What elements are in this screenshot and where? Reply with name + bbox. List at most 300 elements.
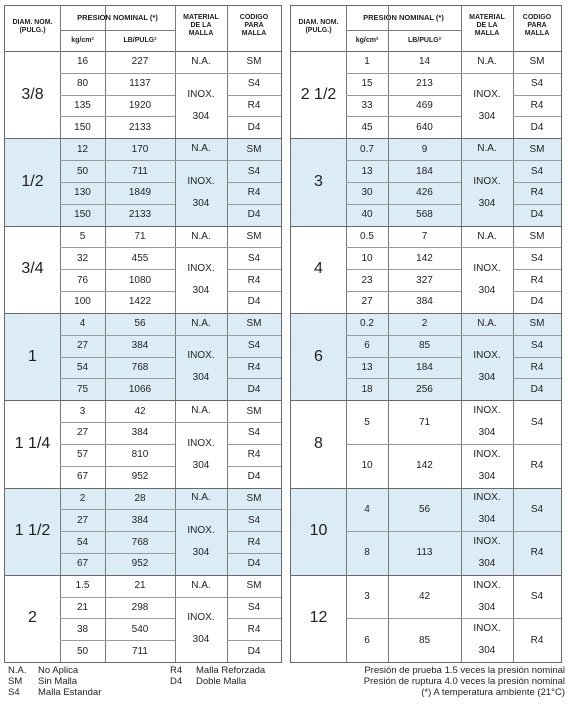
material-grade: 304 <box>478 514 496 526</box>
diam-label: 2 1/2 <box>300 85 337 103</box>
material-inox <box>175 247 227 312</box>
legend-item-r4: R4 Malla Reforzada <box>170 665 266 676</box>
header-diam: DIAM. NOM. (PULG.) <box>298 19 339 34</box>
material-inox-label: INOX. <box>187 263 215 275</box>
header-divider <box>60 30 175 31</box>
lb-value: 56 <box>134 318 146 330</box>
material-grade: 304 <box>478 285 496 297</box>
lb-value: 768 <box>131 361 149 373</box>
group-divider <box>291 400 561 401</box>
material-grade: 304 <box>478 110 496 122</box>
material-inox-label: INOX. <box>473 623 501 635</box>
row-divider <box>227 422 281 423</box>
material-inox-label: INOX. <box>187 350 215 362</box>
diam-label: 1 1/2 <box>14 522 51 540</box>
row-divider <box>227 444 281 445</box>
row-divider <box>60 640 175 641</box>
legend-item-s4: S4 Malla Estandar <box>8 687 102 698</box>
header-material: MATERIAL DE LA MALLA <box>183 14 219 37</box>
header-lb: LB/PULG² <box>123 37 157 44</box>
kg-value: 40 <box>361 209 373 221</box>
lb-value: 469 <box>416 100 433 112</box>
material-grade: 304 <box>192 197 210 209</box>
row-divider <box>60 509 175 510</box>
codigo-value: D4 <box>247 645 261 657</box>
material-inox <box>461 73 513 138</box>
row-divider <box>513 531 561 532</box>
codigo-value: SM <box>246 231 262 242</box>
kg-value: 18 <box>361 383 373 395</box>
material-grade: 304 <box>478 557 496 569</box>
codigo-value: S4 <box>530 78 544 90</box>
material-inox-label: INOX. <box>473 88 501 100</box>
material-inox <box>175 73 227 138</box>
row-divider <box>227 618 281 619</box>
material-na: N.A. <box>477 143 497 155</box>
material-na: N.A. <box>477 55 497 67</box>
row-divider <box>346 357 461 358</box>
codigo-value: SM <box>246 318 262 330</box>
codigo-value: SM <box>529 231 545 242</box>
group-divider <box>291 488 561 489</box>
lb-value: 768 <box>131 536 149 548</box>
material-grade: 304 <box>192 372 210 384</box>
legend-item-d4: D4 Doble Malla <box>170 676 247 687</box>
row-divider <box>346 269 461 270</box>
kg-value: 5 <box>79 231 86 242</box>
codigo-value: R4 <box>530 100 544 112</box>
codigo-value: R4 <box>247 536 261 548</box>
material-na: N.A. <box>477 317 497 329</box>
kg-value: 38 <box>76 623 89 635</box>
row-divider <box>346 335 461 336</box>
kg-value: 3 <box>79 405 86 417</box>
group-divider <box>291 313 561 314</box>
legend-left <box>8 665 158 698</box>
row-divider <box>513 291 561 292</box>
row-divider <box>227 73 281 74</box>
material-inox <box>175 422 227 487</box>
row-divider <box>513 335 561 336</box>
codigo-value: R4 <box>530 547 544 559</box>
material-inox <box>175 597 227 662</box>
material-inox <box>461 335 513 400</box>
codigo-value: SM <box>529 318 545 330</box>
group-divider <box>291 138 561 139</box>
right-table <box>290 5 562 663</box>
kg-value: 6 <box>364 340 370 352</box>
material-inox <box>461 400 513 444</box>
kg-value: 80 <box>76 78 89 90</box>
diam-label: 2 <box>28 609 37 627</box>
material-grade: 304 <box>478 427 496 439</box>
row-divider <box>227 95 281 96</box>
row-divider <box>346 73 461 74</box>
diam-label: 1 <box>28 347 37 365</box>
material-na: N.A. <box>191 55 211 67</box>
header-presion: PRESION NOMINAL (*) <box>77 13 158 22</box>
row-divider <box>60 466 175 467</box>
material-grade: 304 <box>478 601 496 613</box>
material-inox-label: INOX. <box>187 612 215 624</box>
row-divider <box>60 95 175 96</box>
row-divider <box>346 378 461 379</box>
row-divider <box>227 357 281 358</box>
lb-value: 1849 <box>128 187 152 199</box>
lb-value: 85 <box>418 340 431 352</box>
material-grade: 304 <box>478 372 496 384</box>
legend-item-sm: SM Sin Malla <box>8 676 78 687</box>
row-divider <box>60 182 175 183</box>
lb-value: 2133 <box>128 121 152 133</box>
lb-value: 952 <box>131 558 149 570</box>
lb-value: 810 <box>131 449 149 461</box>
lb-value: 213 <box>416 78 433 90</box>
row-divider <box>346 95 461 96</box>
row-divider <box>60 73 175 74</box>
material-grade: 304 <box>478 197 496 209</box>
legend-item-na: N.A. No Aplica <box>8 665 79 676</box>
row-divider <box>60 116 175 117</box>
kg-value: 50 <box>76 165 89 177</box>
lb-value: 2 <box>421 318 428 330</box>
lb-value: 952 <box>131 471 149 483</box>
kg-value: 100 <box>74 296 91 308</box>
row-divider <box>227 182 281 183</box>
header-material: MATERIAL DE LA MALLA <box>469 14 505 37</box>
kg-value: 54 <box>76 361 89 373</box>
codigo-value: S4 <box>247 165 261 177</box>
row-divider <box>60 531 175 532</box>
row-divider <box>227 597 281 598</box>
material-na: N.A. <box>191 405 211 417</box>
kg-value: 0.5 <box>360 231 374 242</box>
row-divider <box>513 444 561 445</box>
header-kg: kg/cm² <box>355 37 379 44</box>
material-inox <box>461 444 513 488</box>
group-divider <box>5 488 281 489</box>
kg-value: 27 <box>76 340 89 352</box>
lb-value: 455 <box>131 252 149 264</box>
material-na: N.A. <box>191 230 211 242</box>
material-grade: 304 <box>192 285 210 297</box>
codigo-value: SM <box>529 56 545 68</box>
group-divider <box>5 575 281 576</box>
lb-value: 384 <box>131 514 149 526</box>
material-inox-label: INOX. <box>473 175 501 187</box>
material-na: N.A. <box>191 143 211 155</box>
codigo-value: SM <box>529 143 545 155</box>
kg-value: 1.5 <box>75 580 90 592</box>
codigo-value: R4 <box>247 449 261 461</box>
row-divider <box>60 422 175 423</box>
kg-value: 16 <box>76 56 89 68</box>
codigo-value: D4 <box>530 296 544 308</box>
codigo-value: SM <box>246 56 262 68</box>
notes <box>300 665 565 698</box>
diam-label: 3/8 <box>21 85 44 103</box>
codigo-value: D4 <box>247 296 261 308</box>
row-divider <box>513 160 561 161</box>
material-inox-label: INOX. <box>473 350 501 362</box>
row-divider <box>227 247 281 248</box>
lb-value: 113 <box>416 547 433 559</box>
row-divider <box>513 204 561 205</box>
kg-value: 0.2 <box>360 318 374 330</box>
material-inox-label: INOX. <box>473 535 501 547</box>
kg-value: 33 <box>361 100 373 112</box>
kg-value: 27 <box>76 514 89 526</box>
kg-value: 130 <box>74 187 91 199</box>
lb-value: 2133 <box>128 209 152 221</box>
material-inox-label: INOX. <box>187 88 215 100</box>
codigo-value: S4 <box>530 252 544 264</box>
row-divider <box>60 378 175 379</box>
material-na: N.A. <box>191 317 211 329</box>
kg-value: 30 <box>361 187 373 199</box>
lb-value: 42 <box>418 591 431 603</box>
note-ruptura: Presión de ruptura 4.0 veces la presión nominal <box>363 676 565 687</box>
lb-value: 640 <box>416 121 433 133</box>
row-divider <box>346 116 461 117</box>
row-divider <box>60 204 175 205</box>
row-divider <box>227 204 281 205</box>
kg-value: 21 <box>76 602 89 614</box>
row-divider <box>60 247 175 248</box>
left-table <box>4 5 282 663</box>
lb-value: 540 <box>131 623 149 635</box>
row-divider <box>60 357 175 358</box>
lb-value: 256 <box>416 383 433 395</box>
codigo-value: S4 <box>247 427 261 439</box>
codigo-value: S4 <box>247 340 261 352</box>
row-divider <box>346 182 461 183</box>
kg-value: 54 <box>76 536 89 548</box>
lb-value: 327 <box>416 274 433 286</box>
codigo-value: S4 <box>530 503 544 515</box>
material-grade: 304 <box>192 110 210 122</box>
row-divider <box>513 116 561 117</box>
material-inox <box>461 618 513 662</box>
codigo-value: R4 <box>530 274 544 286</box>
row-divider <box>346 204 461 205</box>
codigo-value: D4 <box>247 471 261 483</box>
lb-value: 384 <box>131 427 149 439</box>
codigo-value: R4 <box>530 187 544 199</box>
row-divider <box>513 618 561 619</box>
codigo-value: R4 <box>530 361 544 373</box>
row-divider <box>346 531 461 532</box>
kg-value: 2 <box>79 492 86 504</box>
row-divider <box>227 378 281 379</box>
lb-value: 1920 <box>128 100 152 112</box>
row-divider <box>513 378 561 379</box>
material-na: N.A. <box>191 492 211 504</box>
lb-value: 227 <box>131 56 149 68</box>
codigo-value: D4 <box>247 209 261 221</box>
material-inox <box>461 575 513 619</box>
lb-value: 384 <box>131 340 149 352</box>
lb-value: 42 <box>134 405 146 417</box>
row-divider <box>346 247 461 248</box>
lb-value: 9 <box>421 143 428 155</box>
diam-label: 6 <box>314 347 323 365</box>
group-divider <box>5 400 281 401</box>
kg-value: 10 <box>361 252 373 264</box>
material-inox-label: INOX. <box>473 579 501 591</box>
table-header <box>5 6 281 52</box>
diam-label: 12 <box>309 609 328 627</box>
codigo-value: S4 <box>247 252 261 264</box>
row-divider <box>227 553 281 554</box>
row-divider <box>346 444 461 445</box>
diam-label: 3/4 <box>21 260 44 278</box>
material-grade: 304 <box>192 547 210 559</box>
kg-value: 23 <box>361 274 373 286</box>
row-divider <box>227 466 281 467</box>
row-divider <box>513 357 561 358</box>
kg-value: 15 <box>361 78 373 90</box>
kg-value: 76 <box>76 274 89 286</box>
kg-value: 13 <box>361 361 373 373</box>
lb-value: 170 <box>131 143 149 155</box>
lb-value: 384 <box>416 296 433 308</box>
material-inox-label: INOX. <box>473 492 501 504</box>
kg-value: 67 <box>76 471 89 483</box>
diam-label: 1/2 <box>21 172 44 190</box>
kg-value: 150 <box>74 209 91 221</box>
material-inox <box>175 335 227 400</box>
lb-value: 711 <box>132 165 148 177</box>
material-inox-label: INOX. <box>473 263 501 275</box>
lb-value: 184 <box>416 361 433 373</box>
lb-value: 7 <box>421 231 428 242</box>
material-inox-label: INOX. <box>187 437 215 449</box>
row-divider <box>60 335 175 336</box>
codigo-value: R4 <box>247 361 261 373</box>
row-divider <box>513 182 561 183</box>
codigo-value: S4 <box>530 416 544 428</box>
kg-value: 6 <box>364 634 370 646</box>
kg-value: 45 <box>361 121 373 133</box>
lb-value: 56 <box>418 503 431 515</box>
row-divider <box>227 116 281 117</box>
codigo-value: D4 <box>247 121 261 133</box>
row-divider <box>60 618 175 619</box>
codigo-value: D4 <box>530 383 544 395</box>
lb-value: 28 <box>134 492 146 504</box>
kg-value: 13 <box>361 165 373 177</box>
kg-value: 0.7 <box>360 143 374 155</box>
kg-value: 12 <box>76 143 89 155</box>
row-divider <box>346 291 461 292</box>
lb-value: 142 <box>416 460 433 472</box>
note-temperatura: (*) A temperatura ambiente (21°C) <box>421 687 565 698</box>
kg-value: 27 <box>76 427 89 439</box>
row-divider <box>227 531 281 532</box>
lb-value: 21 <box>134 580 146 592</box>
lb-value: 184 <box>416 165 433 177</box>
lb-value: 1422 <box>128 296 152 308</box>
header-lb: LB/PULG² <box>407 37 442 44</box>
material-inox <box>461 531 513 575</box>
codigo-value: SM <box>246 143 262 155</box>
lb-value: 298 <box>131 602 149 614</box>
row-divider <box>227 160 281 161</box>
material-inox-label: INOX. <box>187 525 215 537</box>
kg-value: 4 <box>364 503 370 515</box>
material-na: N.A. <box>477 230 497 242</box>
group-divider <box>5 226 281 227</box>
kg-value: 150 <box>74 121 91 133</box>
row-divider <box>346 160 461 161</box>
kg-value: 50 <box>76 645 89 657</box>
kg-value: 75 <box>76 383 89 395</box>
header-codigo: CODIGO PARA MALLA <box>522 14 552 37</box>
row-divider <box>60 291 175 292</box>
lb-value: 71 <box>418 416 431 428</box>
lb-value: 142 <box>416 252 433 264</box>
row-divider <box>227 269 281 270</box>
group-divider <box>5 313 281 314</box>
kg-value: 4 <box>79 318 86 330</box>
header-diam: DIAM. NOM. (PULG.) <box>12 19 53 34</box>
material-na: N.A. <box>191 579 211 591</box>
lb-value: 85 <box>418 634 431 646</box>
header-presion: PRESION NOMINAL (*) <box>363 13 444 22</box>
row-divider <box>60 553 175 554</box>
codigo-value: SM <box>246 405 262 417</box>
row-divider <box>513 247 561 248</box>
codigo-value: R4 <box>247 274 261 286</box>
codigo-value: D4 <box>530 121 544 133</box>
lb-value: 14 <box>418 56 431 68</box>
note-prueba: Presión de prueba 1.5 veces la presión nominal <box>364 665 565 676</box>
codigo-value: S4 <box>530 340 544 352</box>
codigo-value: R4 <box>530 460 544 472</box>
row-divider <box>60 597 175 598</box>
codigo-value: S4 <box>247 78 261 90</box>
material-inox <box>175 160 227 225</box>
group-divider <box>5 138 281 139</box>
header-codigo: CODIGO PARA MALLA <box>239 14 269 37</box>
lb-value: 568 <box>416 209 433 221</box>
material-grade: 304 <box>192 459 210 471</box>
material-inox <box>461 247 513 312</box>
codigo-value: D4 <box>247 558 261 570</box>
material-inox-label: INOX. <box>473 448 501 460</box>
lb-value: 711 <box>132 645 148 657</box>
diam-label: 8 <box>314 434 323 452</box>
codigo-value: SM <box>246 492 262 504</box>
row-divider <box>227 291 281 292</box>
kg-value: 3 <box>364 591 370 603</box>
diam-label: 1 1/4 <box>14 434 51 452</box>
codigo-value: R4 <box>247 623 261 635</box>
kg-value: 27 <box>361 296 373 308</box>
material-inox-label: INOX. <box>187 175 215 187</box>
row-divider <box>346 618 461 619</box>
lb-value: 1080 <box>128 274 152 286</box>
codigo-value: S4 <box>530 591 544 603</box>
row-divider <box>60 444 175 445</box>
row-divider <box>513 73 561 74</box>
lb-value: 1137 <box>129 78 151 90</box>
diam-label: 10 <box>309 522 328 540</box>
kg-value: 57 <box>76 449 89 461</box>
material-grade: 304 <box>478 645 496 657</box>
material-inox <box>175 509 227 574</box>
